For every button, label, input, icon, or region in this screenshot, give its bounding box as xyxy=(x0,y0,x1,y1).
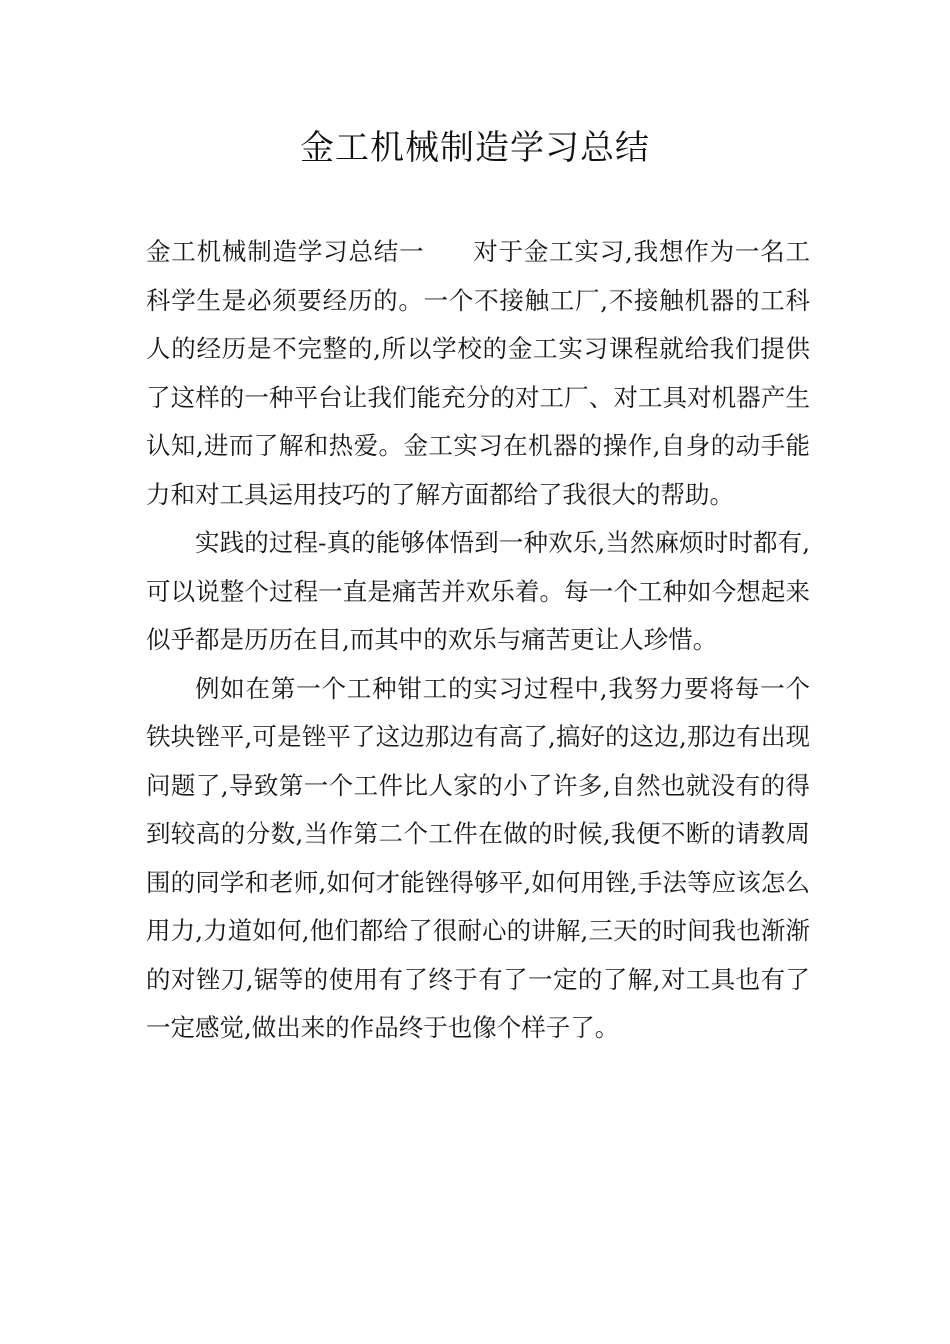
paragraph-2: 实践的过程-真的能够体悟到一种欢乐,当然麻烦时时都有,可以说整个过程一直是痛苦并欢乐着。每一个工种如今想起来似乎都是历历在目,而其中的欢乐与痛苦更让人珍惜。 xyxy=(146,528,810,654)
paragraph-1 xyxy=(146,228,810,519)
document-title: 金工机械制造学习总结 xyxy=(300,128,650,168)
paragraph-3: 例如在第一个工种钳工的实习过程中,我努力要将每一个铁块锉平,可是锉平了这边那边有高了,搞好的这边,那边有出现问题了,导致第一个工件比人家的小了许多,自然也就没有的得到较高的分数,当作第二个工件在做的时候,我便不断的请教周围的同学和老师,如何才能锉得够平,如何用锉,手法等应该怎么用力,力道如何,他们都给了很耐心的讲解,三天的时间我也渐渐的对锉刀,锯等的使用有了终于有了一定的了解,对工具也有了一定感觉,做出来的作品终于也像个样子了。 xyxy=(146,673,810,1042)
document-body xyxy=(146,228,810,1053)
paragraph-1-text: 对于金工实习,我想作为一名工科学生是必须要经历的。一个不接触工厂,不接触机器的工科人的经历是不完整的,所以学校的金工实习课程就给我们提供了这样的一种平台让我们能充分的对工厂、对工具对机器产生认知,进而了解和热爱。金工实习在机器的操作,自身的动手能力和对工具运用技巧的了解方面都给了我很大的帮助。 xyxy=(146,237,810,509)
paragraph-1-lead: 金工机械制造学习总结一 xyxy=(146,237,425,266)
